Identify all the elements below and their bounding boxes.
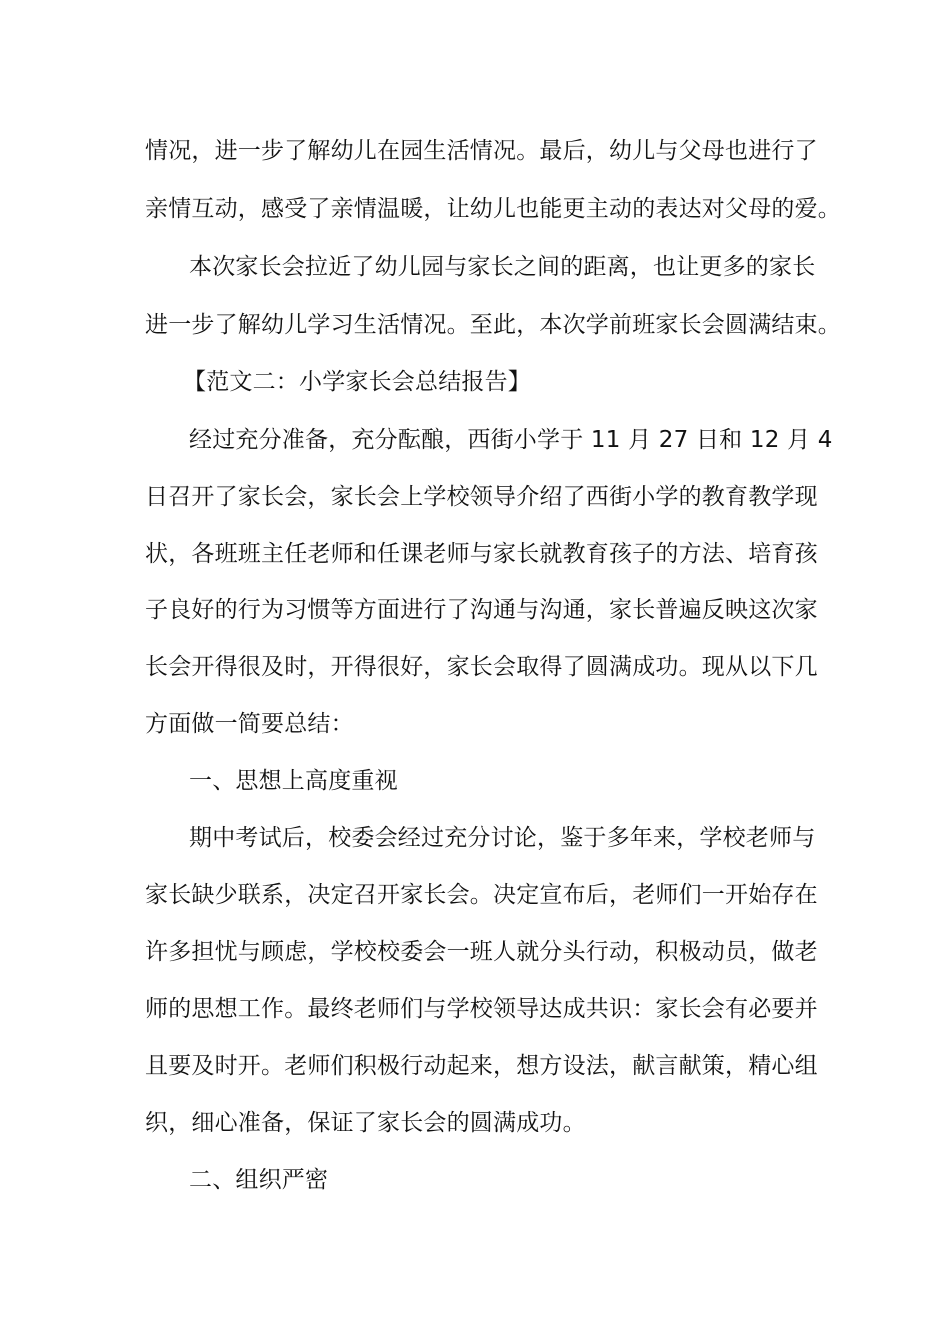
paragraph-line: 长会开得很及时，开得很好，家长会取得了圆满成功。现从以下几: [145, 654, 818, 680]
paragraph-line: 期中考试后，校委会经过充分讨论，鉴于多年来，学校老师与: [189, 825, 816, 851]
paragraph-line: 进一步了解幼儿学习生活情况。至此，本次学前班家长会圆满结束。: [145, 312, 841, 338]
paragraph-line: 织，细心准备，保证了家长会的圆满成功。: [145, 1110, 586, 1136]
paragraph-line: 本次家长会拉近了幼儿园与家长之间的距离，也让更多的家长: [189, 254, 816, 280]
paragraph-line: 亲情互动，感受了亲情温暖，让幼儿也能更主动的表达对父母的爱。: [145, 196, 841, 222]
paragraph-line: 且要及时开。老师们积极行动起来，想方设法，献言献策，精心组: [145, 1053, 818, 1079]
section-heading: 二、组织严密: [189, 1167, 329, 1193]
paragraph-line: 家长缺少联系，决定召开家长会。决定宣布后，老师们一开始存在: [145, 882, 818, 908]
paragraph-line: 情况，进一步了解幼儿在园生活情况。最后，幼儿与父母也进行了: [145, 138, 818, 164]
paragraph-line: 子良好的行为习惯等方面进行了沟通与沟通，家长普遍反映这次家: [145, 597, 818, 623]
section-heading: 一、思想上高度重视: [189, 768, 398, 794]
paragraph-line: 日召开了家长会，家长会上学校领导介绍了西街小学的教育教学现: [145, 484, 818, 510]
paragraph-line: 许多担忧与顾虑，学校校委会一班人就分头行动，积极动员，做老: [145, 939, 818, 965]
section-heading: 【范文二：小学家长会总结报告】: [183, 369, 531, 395]
paragraph-line: 状，各班班主任老师和任课老师与家长就教育孩子的方法、培育孩: [145, 541, 818, 567]
paragraph-line: 经过充分准备，充分酝酿，西街小学于 11 月 27 日和 12 月 4: [189, 427, 833, 453]
paragraph-line: 方面做一简要总结：: [145, 711, 354, 737]
paragraph-line: 师的思想工作。最终老师们与学校领导达成共识：家长会有必要并: [145, 996, 818, 1022]
